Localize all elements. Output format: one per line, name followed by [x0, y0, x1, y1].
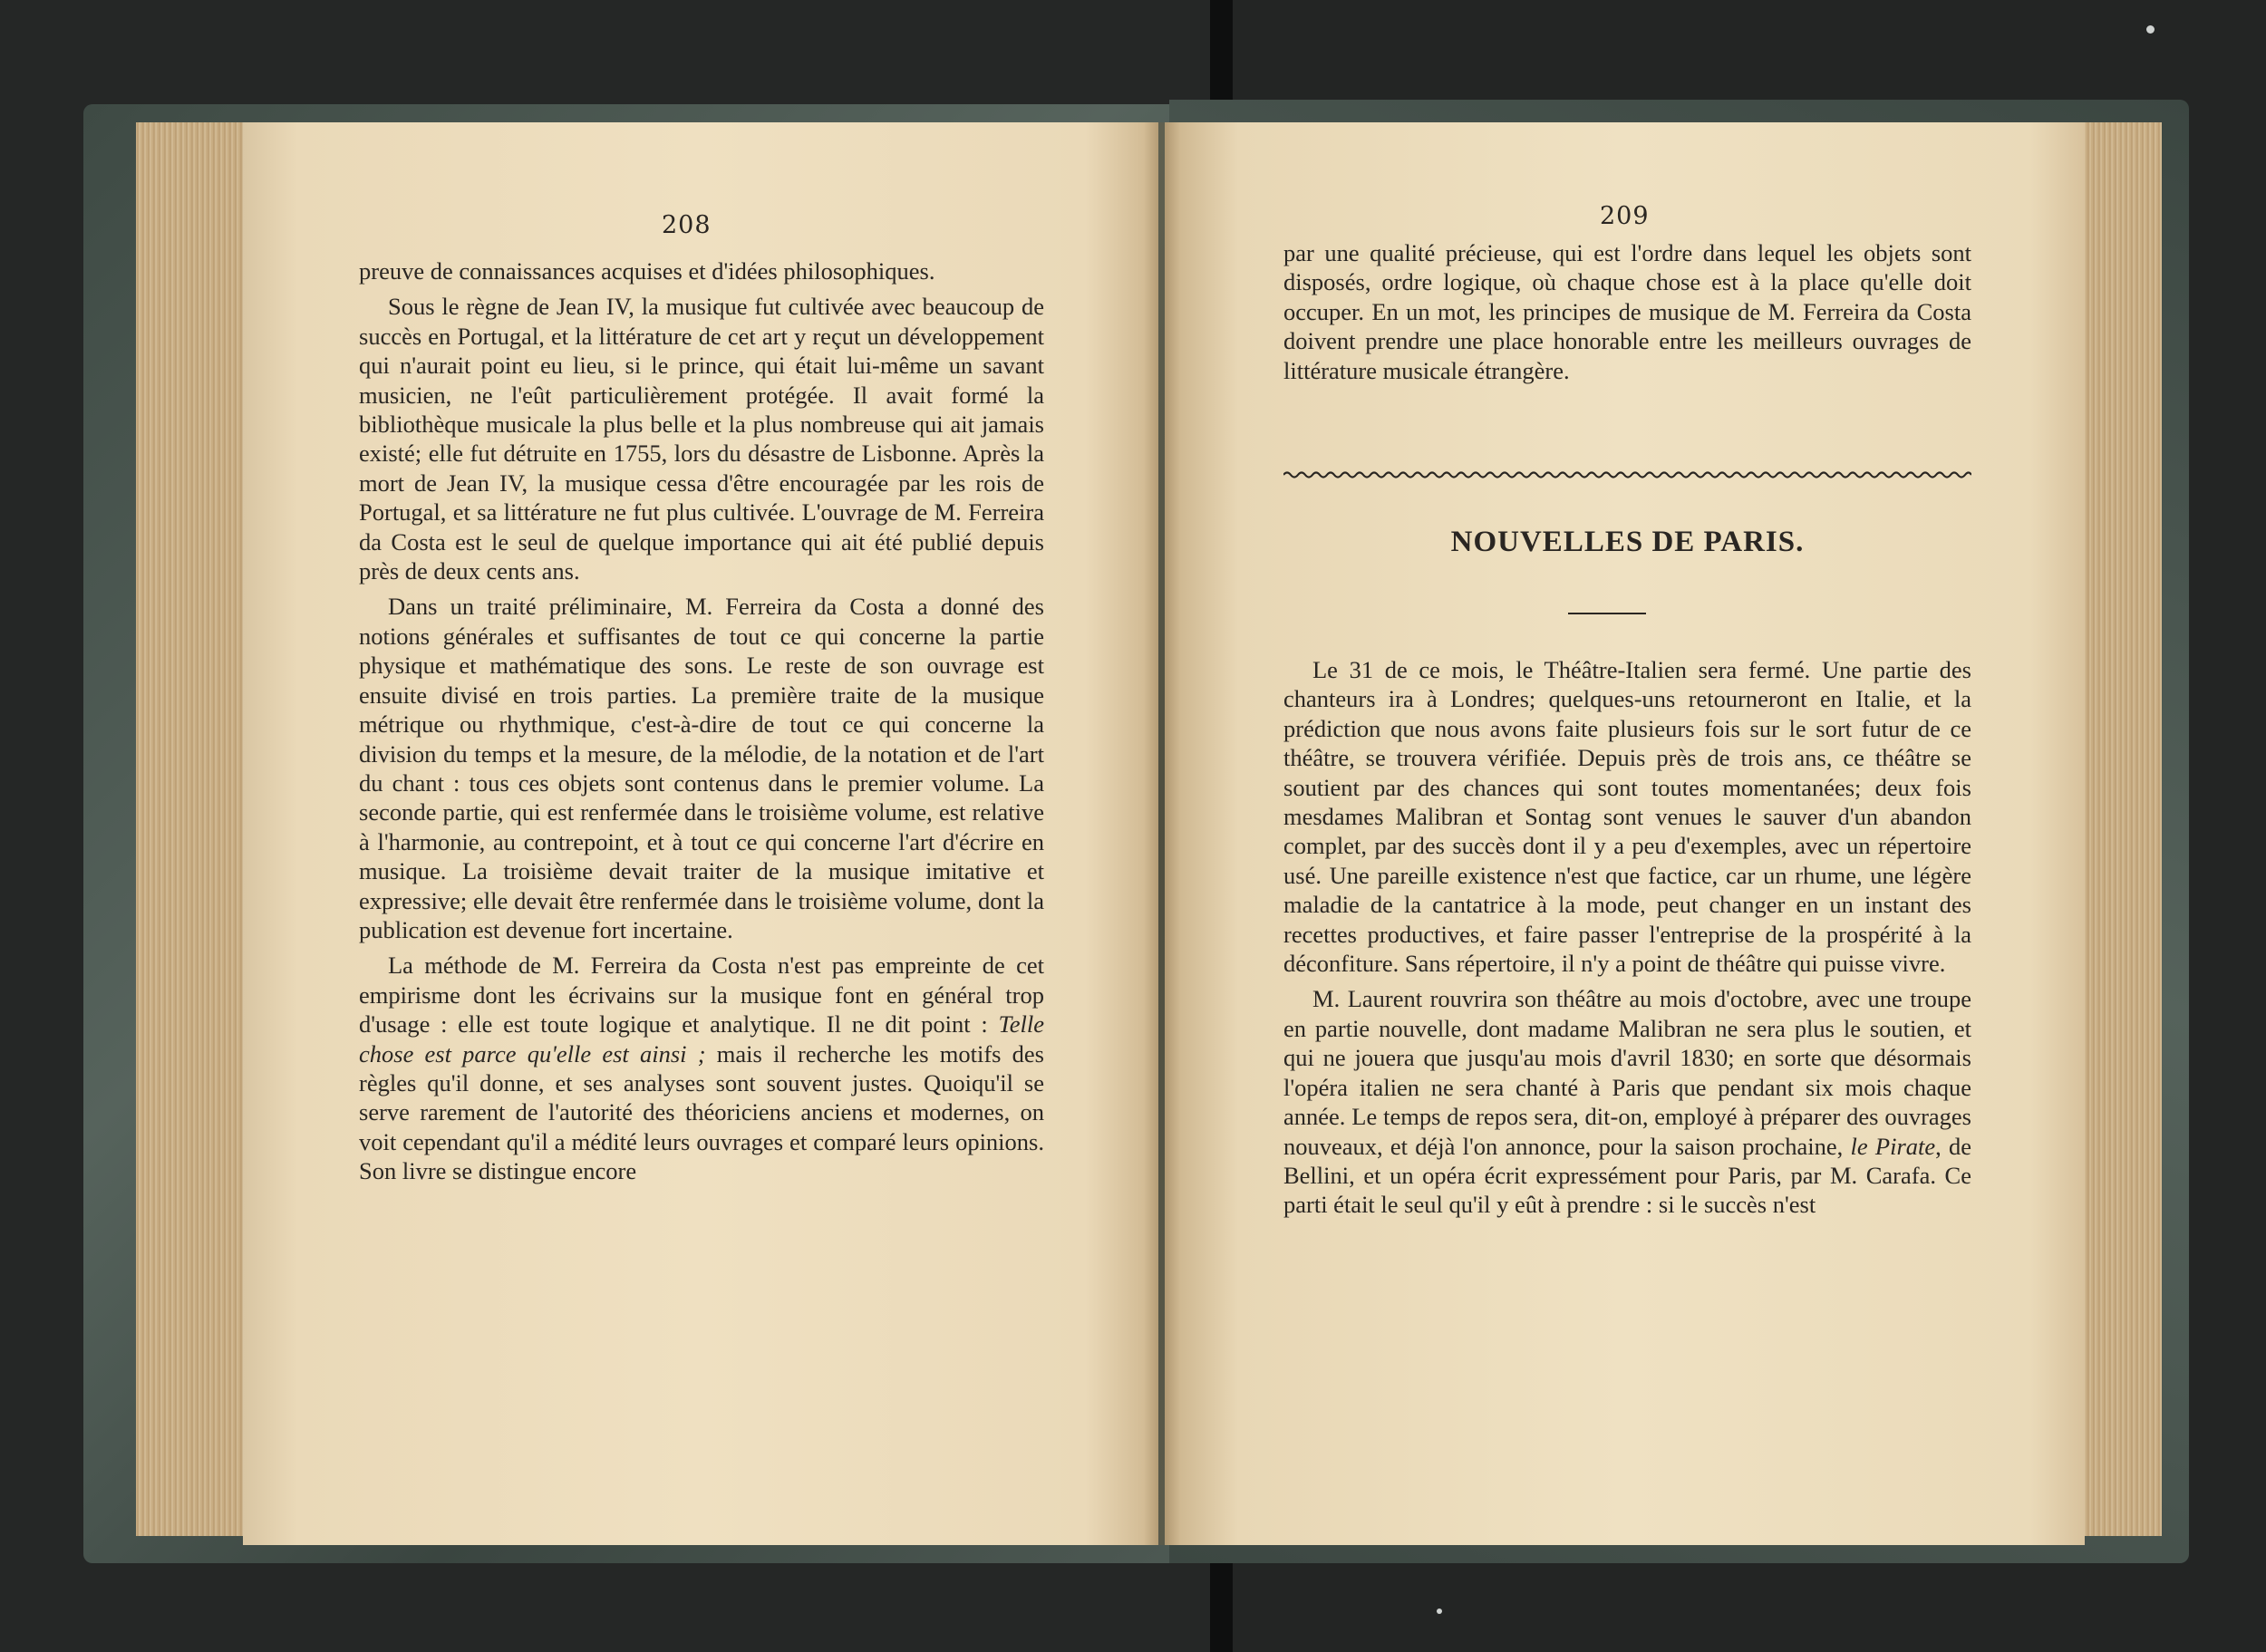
short-divider — [1568, 613, 1646, 614]
left-page-text — [359, 256, 1044, 1186]
italic-title: le Pirate — [1850, 1132, 1936, 1160]
right-page — [1165, 122, 2085, 1545]
italic-quote: Telle chose est parce qu'elle est ainsi ; — [359, 1010, 1044, 1068]
section-title: NOUVELLES DE PARIS. — [1450, 526, 1805, 558]
paragraph-text: mais il recherche les motifs des règles qu'il donne, et ses analyses sont souvent justes. Quoiqu'il se serve rarement de l'autorité des théoriciens anciens et modernes, on voit cependant qu'il a médité leurs ouvrages et comparé leurs opinions. Son livre se distingue encore — [359, 1039, 1044, 1185]
paragraph-text: M. Laurent rouvrira son théâtre au mois d'octobre, avec une troupe en partie nouvelle, dont madame Malibran ne sera plus le soutien, et qui ne jouera que jusqu'au mois d'avril 1830; en sorte que désormais l'opéra italien ne sera chanté à Paris que pendant six mois chaque année. Le temps de repos sera, dit-on, employé à préparer des ouvrages nouveaux, et déjà l'on annonce, pour la saison prochaine, — [1283, 985, 1971, 1160]
page-edges-right — [2076, 122, 2162, 1536]
paragraph: Sous le règne de Jean IV, la musique fut cultivée avec beaucoup de succès en Portugal, et la littérature de cet art y reçut un développement qui n'aurait point eu lieu, si le prince, qui était lui-même un savant musicien, ne l'eût particulièrement protégée. Il avait formé la bibliothèque musicale la plus belle et la plus nombreuse qui ait jamais existé; elle fut détruite en 1755, lors du désastre de Lisbonne. Après la mort de Jean IV, la musique cessa d'être encouragée par les rois de Portugal, et sa littérature ne fut plus cultivée. L'ouvrage de M. Ferreira da Costa est le seul de quelque importance qui ait été publié depuis près de deux cents ans. — [359, 293, 1044, 585]
right-page-text-top — [1283, 238, 1971, 385]
wavy-divider — [1283, 469, 1971, 480]
dust-speck — [1437, 1609, 1442, 1614]
paragraph — [1283, 984, 1971, 1219]
page-number-left: 208 — [662, 211, 712, 239]
paragraph: Dans un traité préliminaire, M. Ferreira da Costa a donné des notions générales et suffisantes de tout ce qui concerne la partie physique et mathématique des sons. Le reste de son ouvrage est ensuite divisé en trois parties. La première traite de la musique métrique ou rhythmique, c'est-à-dire de tout ce qui concerne la division du temps et la mesure, de la mélodie, de la notation et de l'art du chant : tous ces objets sont contenus dans le premier volume. La seconde partie, qui est renfermée dans le troisième volume, est relative à l'harmonie, au contrepoint, et à tout ce qui concerne l'art d'écrire en musique. La troisième devait traiter de la musique imitative et expressive; elle devait être renfermée dans le troisième volume, dont la publication est devenue fort incertaine. — [359, 593, 1044, 943]
paragraph-text: , de Bellini, et un opéra écrit expressément pour Paris, par M. Carafa. Ce parti était le seul qu'il y eût à prendre : si le succès n'est — [1283, 1132, 1972, 1219]
paragraph — [359, 951, 1044, 1185]
dust-speck — [2146, 25, 2155, 34]
right-page-text-bottom — [1283, 655, 1971, 1220]
book-gutter — [1144, 122, 1180, 1545]
paragraph-text: La méthode de M. Ferreira da Costa n'est pas empreinte de cet empirisme dont les écrivains sur la musique font en général trop d'usage : elle est toute logique et analytique. Il ne dit point : — [359, 952, 1044, 1039]
left-page — [243, 122, 1158, 1545]
page-edges-left — [136, 122, 258, 1536]
paragraph: par une qualité précieuse, qui est l'ordre dans lequel les objets sont disposés, ordre logique, où chaque chose est à la place qu'elle doit occuper. En un mot, les principes de musique de M. Ferreira da Costa doivent prendre une place honorable entre les meilleurs ouvrages de littérature musicale étrangère. — [1283, 239, 1971, 384]
page-number-right: 209 — [1600, 202, 1650, 230]
paragraph: preuve de connaissances acquises et d'idées philosophiques. — [359, 257, 935, 285]
paragraph: Le 31 de ce mois, le Théâtre-Italien sera fermé. Une partie des chanteurs ira à Londres; quelques-uns retourneront en Italie, et la prédiction que nous avons faite plusieurs fois sur le sort futur de ce théâtre, se trouvera vérifiée. Depuis près de trois ans, ce théâtre se soutient par des chances qui sont toutes momentanées; deux fois mesdames Malibran et Sontag sont venues le sauver d'un abandon complet, par des succès dont il y a peu d'exemples, avec un répertoire usé. Une pareille existence n'est que factice, car un rhume, une légère maladie de la cantatrice à la mode, peut changer en un instant des recettes productives, et faire passer l'entreprise de la prospérité à la déconfiture. Sans répertoire, il n'y a point de théâtre qui puisse vivre. — [1283, 656, 1971, 978]
